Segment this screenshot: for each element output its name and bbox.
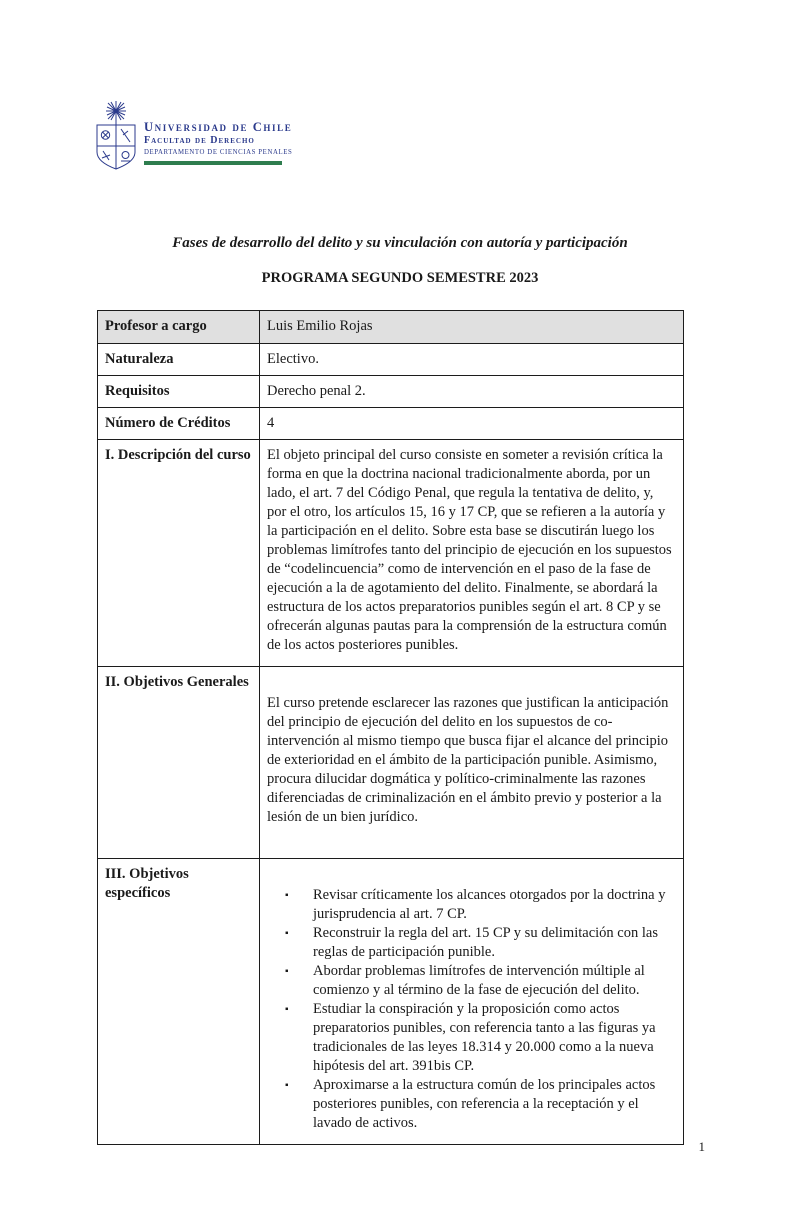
- table-row-descripcion: [98, 440, 684, 667]
- row-label: Naturaleza: [98, 344, 260, 376]
- faculty-name: Facultad de Derecho: [144, 135, 255, 146]
- row-value: El objeto principal del curso consiste en someter a revisión crítica la forma en que la doctrina nacional tradicionalmente aborda, por un lado, el art. 7 del Código Penal, que regula la tentativa de delito, y, por el otro, los artículos 15, 16 y 17 CP, que se refieren a la autoría y la participación en el delito. Sobre esta base se discutirán luego los problemas limítrofes tanto del principio de ejecución en los supuestos de “codelincuencia” como de intervención en el paso de la fase de ejecución a la de agotamiento del delito. Finalmente, se abordará la estructura de los actos preparatorios punibles según el art. 8 CP y se ofrecerán algunas pautas para la comprensión de la estructura común de los actos posteriores punibles.: [260, 440, 684, 667]
- department-name: DEPARTAMENTO DE CIENCIAS PENALES: [144, 149, 293, 156]
- row-value: Electivo.: [260, 344, 684, 376]
- table-row-requisitos: [98, 376, 684, 408]
- university-name: Universidad de Chile: [144, 120, 293, 134]
- logo-underline: [144, 161, 282, 165]
- row-value: El curso pretende esclarecer las razones que justifican la anticipación del principio de ejecución del delito en los supuestos de co-intervención al mismo tiempo que busca fijar el alcance del principio de exterioridad en el ámbito de la participación punible. Asimismo, procura dilucidar dogmática y político-criminalmente las razones diferenciadas de criminalización en el ámbito previo y posterior a la lesión de un bien jurídico.: [260, 667, 684, 859]
- row-label: Profesor a cargo: [98, 311, 260, 344]
- row-label: I. Descripción del curso: [98, 440, 260, 667]
- course-title: Fases de desarrollo del delito y su vinculación con autoría y participación: [172, 235, 628, 251]
- row-label: Requisitos: [98, 376, 260, 408]
- table-row-naturaleza: [98, 344, 684, 376]
- row-value: [260, 859, 684, 1145]
- page-number: 1: [698, 1139, 705, 1154]
- list-item: ▪ Reconstruir la regla del art. 15 CP y su delimitación con las reglas de participación punible.: [283, 924, 675, 962]
- program-subtitle: PROGRAMA SEGUNDO SEMESTRE 2023: [261, 270, 539, 286]
- table-row-objetivos-especificos: [98, 859, 684, 1145]
- row-value: Derecho penal 2.: [260, 376, 684, 408]
- table-row-profesor: [98, 311, 684, 344]
- row-label: II. Objetivos Generales: [98, 667, 260, 859]
- list-item: ▪ Estudiar la conspiración y la proposición como actos preparatorios punibles, con referencia tanto a las figuras ya tradicionales de las leyes 18.314 y 20.000 como a la nueva hipótesis del art. 391bis CP.: [283, 1000, 675, 1076]
- table-row-creditos: [98, 408, 684, 440]
- objectives-list: [267, 886, 675, 1133]
- row-value: 4: [260, 408, 684, 440]
- list-item: ▪ Revisar críticamente los alcances otorgados por la doctrina y jurisprudencia al art. 7 CP.: [283, 886, 675, 924]
- list-item: ▪ Abordar problemas limítrofes de intervención múltiple al comienzo y al término de la fase de ejecución del delito.: [283, 962, 675, 1000]
- course-info-table: [97, 310, 684, 1145]
- list-item: ▪ Aproximarse a la estructura común de los principales actos posteriores punibles, con referencia a la receptación y el lavado de activos.: [283, 1076, 675, 1133]
- table-row-objetivos-generales: [98, 667, 684, 859]
- row-label: Número de Créditos: [98, 408, 260, 440]
- letterhead-text: [144, 100, 292, 165]
- row-label: III. Objetivos específicos: [98, 859, 260, 1145]
- university-crest-icon: [94, 100, 138, 177]
- row-value: Luis Emilio Rojas: [260, 311, 684, 344]
- letterhead: [94, 100, 292, 177]
